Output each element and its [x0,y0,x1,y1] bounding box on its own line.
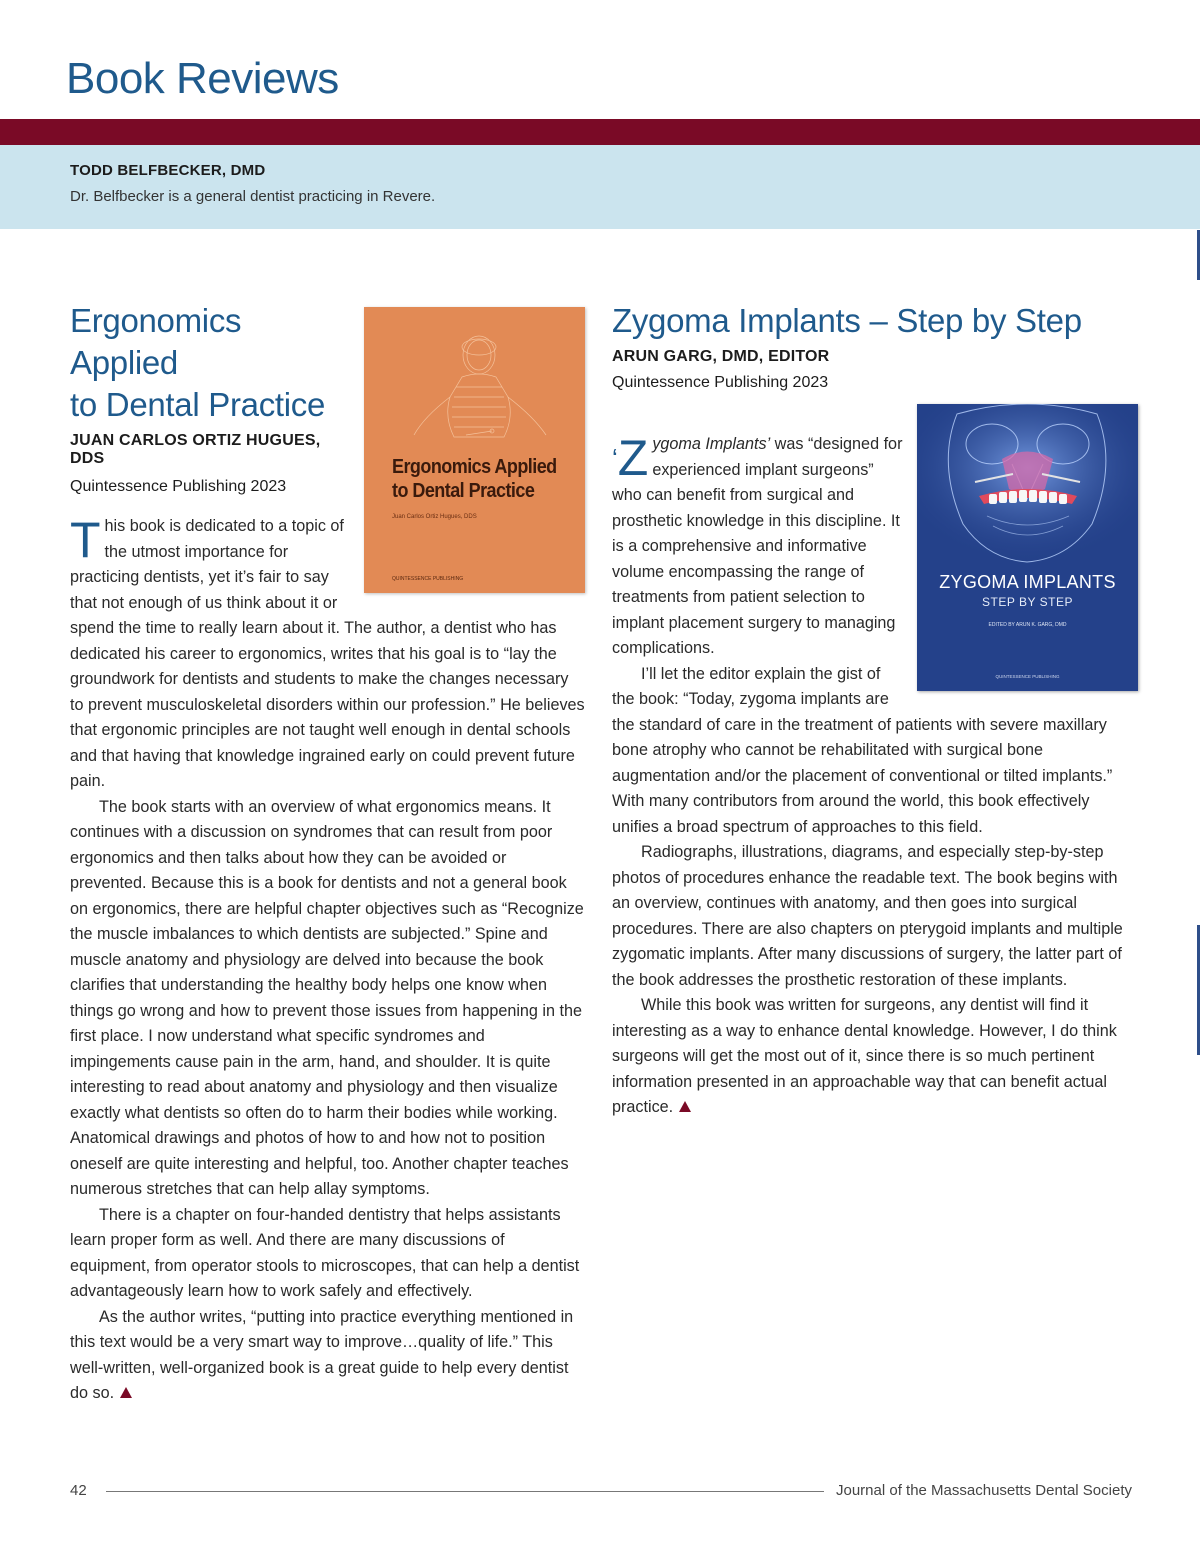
paragraph: As the author writes, “putting into practice everything mentioned in this text would be a very smart way to improve…quality of life.” This well-written, well-organized book is a great guide to help every dentist do so. [70,1307,574,1402]
drop-cap: T [70,512,101,568]
reviewer-name: TODD BELFBECKER, DMD [70,162,266,179]
drop-cap: ‘Z [612,430,649,486]
end-triangle-icon [120,1387,132,1398]
book-cover-ergonomics [364,307,585,593]
paragraph: ‘Z ygoma Implants’ was “designed for experienced implant surgeons” who can benefit from surgical and prosthetic knowledge in this discipline. It is a comprehensive and informative volume encompassing the range of treatments from patient selection to implant placement surgery to managing complications. [612,430,903,657]
review-ergonomics [70,300,585,1407]
book-publisher: Quintessence Publishing 2023 [70,478,287,495]
cover-publisher: QUINTESSENCE PUBLISHING [392,576,464,582]
cover-title: Ergonomics Applied to Dental Practice [392,456,557,502]
cover-editor: EDITED BY ARUN K. GARG, DMD [988,622,1067,628]
footer-rule [106,1491,824,1492]
cover-publisher: QUINTESSENCE PUBLISHING [995,674,1060,679]
page-title: Book Reviews [66,54,339,103]
review-title: Zygoma Implants – Step by Step [612,302,1082,339]
page-number: 42 [70,1482,87,1499]
paragraph: The book starts with an overview of what ergonomics means. It continues with a discussion on syndromes that can result from poor ergonomics and then talks about how they can be avoided or prevented. Because this is a book for dentists and not a general book on ergonomics, there are helpful chapter objectives such as “Recognize the muscle imbalances to which dentists are subjected.” Spine and muscle anatomy and physiology are delved into because the book clarifies that understanding the healthy body helps one know when things go wrong and how to prevent those issues from happening in the first place. I now understand what specific syndromes and impingements cause pain in the arm, hand, and shoulder. It is quite interesting to read about anatomy and physiology and then visualize exactly what dentists so often do to harm their bodies while working. Anatomical drawings and photos of how to and how not to position oneself are quite interesting and helpful, too. Another chapter teaches numerous stretches that can help allay symptoms. [70,797,584,1198]
book-author: JUAN CARLOS ORTIZ HUGUES, DDS [70,432,321,467]
cover-title: ZYGOMA IMPLANTS [939,572,1116,592]
paragraph: I’ll let the editor explain the gist of the book: “Today, zygoma implants are the standard of care in the treatment of patients with severe maxillary bone atrophy who cannot be rehabilitated with surgical bone augmentation and/or the placement of conventional or tilted implants.” With many contributors from around the world, this book effectively unifies a broad spectrum of approaches to this field. [612,664,1113,836]
book-author: ARUN GARG, DMD, EDITOR [612,348,830,365]
dentist-figure-illustration [404,327,554,452]
paragraph: There is a chapter on four-handed dentistry that helps assistants learn proper form as well. And there are many discussions of equipment, from operator stools to microscopes, that can help a dentist advantageously learn how to work safely and effectively. [70,1205,580,1300]
paragraph: Radiographs, illustrations, diagrams, and especially step-by-step photos of procedures enhance the readable text. The book begins with an overview, continues with anatomy, and then goes into surgical procedures. There are also chapters on pterygoid implants and multiple zygomatic implants. After many discussions of surgery, the latter part of the book addresses the prosthetic restoration of these implants. [612,843,1123,989]
book-publisher: Quintessence Publishing 2023 [612,374,829,391]
book-cover-zygoma [917,404,1138,691]
skull-xray-illustration [917,404,1138,564]
reviewer-bio: Dr. Belfbecker is a general dentist practicing in Revere. [70,188,436,205]
end-triangle-icon [679,1101,691,1112]
review-body [70,514,585,1407]
review-title: Ergonomics Applied to Dental Practice [70,302,326,423]
paragraph: While this book was written for surgeons, any dentist will find it interesting as a way to enhance dental knowledge. However, I do think surgeons will get the most out of it, since there is so much pertinent information presented in an approachable way that can benefit actual practice. [612,996,1117,1116]
review-zygoma [612,300,1138,1121]
paragraph: This book is dedicated to a topic of the utmost importance for practicing dentists, yet it’s fair to say that not enough of us think about it or spend the time to really learn about it. The author, a dentist who has dedicated his career to ergonomics, writes that his goal is to “lay the groundwork for dentists and students to make the changes necessary to prevent musculoskeletal disorders within our profession.” He believes that ergonomic principles are not taught well enough in dental schools and that having that knowledge ingrained early on could prevent future pain. [70,512,585,790]
book-title-italic: ygoma Implants’ [652,435,771,453]
journal-name: Journal of the Massachusetts Dental Society [836,1482,1132,1499]
cover-author: Juan Carlos Ortiz Hugues, DDS [392,514,477,520]
reviewer-band [0,145,1200,229]
header-divider-bar [0,119,1200,145]
cover-subtitle: STEP BY STEP [982,595,1073,609]
